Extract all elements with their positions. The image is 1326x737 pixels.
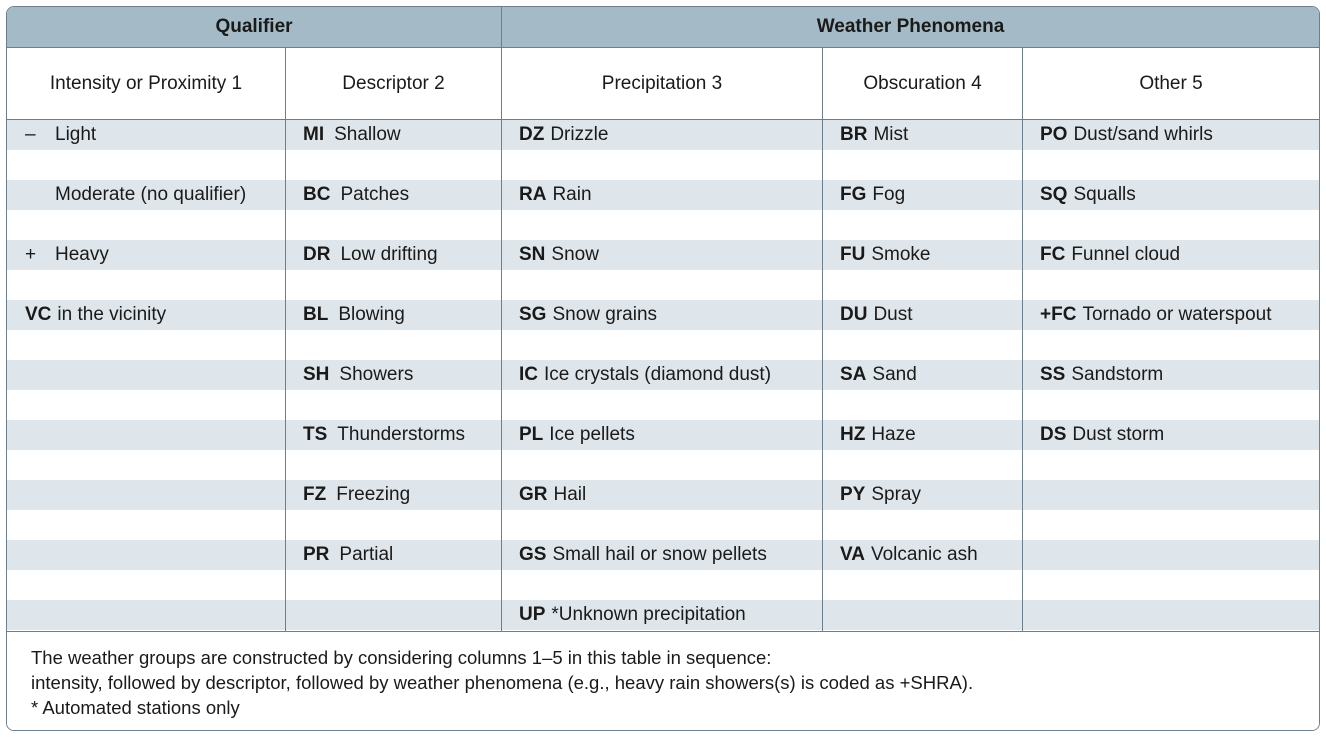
col-header-intensity: Intensity or Proximity 1 bbox=[49, 73, 243, 94]
precipitation-entry bbox=[519, 120, 608, 150]
weather-description: Dust bbox=[873, 304, 913, 325]
descriptor-entry bbox=[303, 300, 405, 330]
header-qualifier: Qualifier bbox=[215, 16, 293, 37]
weather-code: GS bbox=[519, 544, 547, 565]
weather-code: PY bbox=[840, 484, 866, 505]
obscuration-entry bbox=[840, 120, 908, 150]
weather-description: Rain bbox=[552, 184, 592, 205]
weather-description: Heavy bbox=[55, 244, 109, 265]
other-entry bbox=[1040, 360, 1163, 390]
table-row bbox=[7, 270, 1319, 300]
intensity-entry bbox=[25, 240, 109, 270]
intensity-entry bbox=[25, 300, 166, 330]
weather-description: Thunderstorms bbox=[337, 424, 466, 445]
footnote-line-1: The weather groups are constructed by considering columns 1–5 in this table in sequence: bbox=[31, 647, 772, 668]
obscuration-entry bbox=[840, 300, 913, 330]
other-entry bbox=[1040, 300, 1272, 330]
obscuration-entry bbox=[840, 420, 916, 450]
divider-col4 bbox=[1022, 48, 1023, 631]
other-entry bbox=[1040, 240, 1180, 270]
weather-code: DU bbox=[840, 304, 868, 325]
weather-description: Blowing bbox=[338, 304, 405, 325]
weather-code: FC bbox=[1040, 244, 1066, 265]
weather-description: Snow bbox=[551, 244, 599, 265]
weather-code: MI bbox=[303, 124, 325, 145]
table-row bbox=[7, 150, 1319, 180]
weather-description: Ice crystals (diamond dust) bbox=[544, 364, 772, 385]
weather-description: Moderate (no qualifier) bbox=[55, 184, 247, 205]
weather-code: DZ bbox=[519, 124, 545, 145]
weather-code: + bbox=[25, 244, 37, 265]
weather-description: Sand bbox=[872, 364, 917, 385]
intensity-entry bbox=[25, 120, 96, 150]
weather-code: UP bbox=[519, 604, 546, 625]
weather-code: HZ bbox=[840, 424, 866, 445]
weather-description: Spray bbox=[871, 484, 921, 505]
weather-description: Drizzle bbox=[550, 124, 609, 145]
weather-description: Small hail or snow pellets bbox=[552, 544, 767, 565]
descriptor-entry bbox=[303, 240, 438, 270]
table-footnote bbox=[7, 631, 1319, 731]
weather-code: DS bbox=[1040, 424, 1067, 445]
descriptor-entry bbox=[303, 480, 410, 510]
col-header-descriptor: Descriptor 2 bbox=[342, 73, 445, 94]
other-entry bbox=[1040, 120, 1213, 150]
table-row bbox=[7, 330, 1319, 360]
weather-code: SG bbox=[519, 304, 547, 325]
weather-code: SH bbox=[303, 364, 330, 385]
precipitation-entry bbox=[519, 240, 599, 270]
weather-description: Hail bbox=[553, 484, 587, 505]
weather-description: Squalls bbox=[1073, 184, 1136, 205]
footnote-line-2: intensity, followed by descriptor, followed by weather phenomena (e.g., heavy rain showers(s) is coded as +SHRA). bbox=[31, 672, 974, 693]
weather-description: Dust/sand whirls bbox=[1073, 124, 1213, 145]
precipitation-entry bbox=[519, 480, 586, 510]
weather-description: Low drifting bbox=[340, 244, 438, 265]
header-weather-phenomena: Weather Phenomena bbox=[816, 16, 1005, 37]
weather-description: Partial bbox=[339, 544, 394, 565]
weather-code: GR bbox=[519, 484, 548, 505]
other-entry bbox=[1040, 420, 1164, 450]
table-row bbox=[7, 210, 1319, 240]
precipitation-entry bbox=[519, 360, 771, 390]
divider-col3 bbox=[822, 48, 823, 631]
weather-code: – bbox=[25, 124, 36, 145]
header-group-row bbox=[7, 7, 1319, 48]
weather-code: PR bbox=[303, 544, 330, 565]
weather-description: Dust storm bbox=[1072, 424, 1165, 445]
weather-code: SN bbox=[519, 244, 546, 265]
weather-description: Sandstorm bbox=[1071, 364, 1164, 385]
weather-description: Snow grains bbox=[552, 304, 658, 325]
table-row bbox=[7, 570, 1319, 600]
weather-code: TS bbox=[303, 424, 328, 445]
precipitation-entry bbox=[519, 600, 746, 630]
weather-description: Fog bbox=[872, 184, 906, 205]
weather-description: *Unknown precipitation bbox=[551, 604, 746, 625]
weather-code: VA bbox=[840, 544, 865, 565]
weather-code: SA bbox=[840, 364, 867, 385]
weather-code: IC bbox=[519, 364, 538, 385]
intensity-entry bbox=[25, 180, 246, 210]
table-row bbox=[7, 480, 1319, 510]
footnote-line-3: * Automated stations only bbox=[31, 697, 240, 718]
weather-description: in the vicinity bbox=[57, 304, 167, 325]
column-header-row bbox=[7, 48, 1319, 120]
table-row bbox=[7, 510, 1319, 540]
weather-code: PL bbox=[519, 424, 544, 445]
weather-code: BL bbox=[303, 304, 329, 325]
weather-description: Smoke bbox=[871, 244, 931, 265]
weather-code: SS bbox=[1040, 364, 1066, 385]
divider-qualifier-weather bbox=[501, 7, 502, 631]
descriptor-entry bbox=[303, 180, 409, 210]
weather-description: Shallow bbox=[334, 124, 401, 145]
table-row bbox=[7, 390, 1319, 420]
weather-code: FU bbox=[840, 244, 866, 265]
weather-code: BC bbox=[303, 184, 331, 205]
obscuration-entry bbox=[840, 180, 905, 210]
weather-code: SQ bbox=[1040, 184, 1068, 205]
precipitation-entry bbox=[519, 300, 657, 330]
precipitation-entry bbox=[519, 540, 767, 570]
descriptor-entry bbox=[303, 360, 413, 390]
weather-code: VC bbox=[25, 304, 52, 325]
col-header-other: Other 5 bbox=[1139, 73, 1203, 94]
divider-col1 bbox=[285, 48, 286, 631]
weather-description: Light bbox=[55, 124, 97, 145]
weather-code: FG bbox=[840, 184, 867, 205]
obscuration-entry bbox=[840, 480, 921, 510]
weather-description: Tornado or waterspout bbox=[1082, 304, 1272, 325]
obscuration-entry bbox=[840, 360, 917, 390]
weather-code: FZ bbox=[303, 484, 327, 505]
weather-code: BR bbox=[840, 124, 868, 145]
weather-description: Volcanic ash bbox=[870, 544, 978, 565]
weather-description: Patches bbox=[340, 184, 410, 205]
weather-code: DR bbox=[303, 244, 331, 265]
descriptor-entry bbox=[303, 540, 393, 570]
weather-description: Haze bbox=[871, 424, 916, 445]
weather-codes-table bbox=[6, 6, 1320, 731]
weather-description: Freezing bbox=[336, 484, 411, 505]
weather-description: Funnel cloud bbox=[1071, 244, 1181, 265]
col-header-obscuration: Obscuration 4 bbox=[863, 73, 982, 94]
descriptor-entry bbox=[303, 420, 465, 450]
precipitation-entry bbox=[519, 180, 592, 210]
weather-description: Showers bbox=[339, 364, 414, 385]
precipitation-entry bbox=[519, 420, 635, 450]
obscuration-entry bbox=[840, 240, 930, 270]
descriptor-entry bbox=[303, 120, 401, 150]
table-row bbox=[7, 450, 1319, 480]
col-header-precipitation: Precipitation 3 bbox=[601, 73, 723, 94]
weather-description: Mist bbox=[873, 124, 909, 145]
weather-code: +FC bbox=[1040, 304, 1077, 325]
other-entry bbox=[1040, 180, 1136, 210]
weather-code: PO bbox=[1040, 124, 1068, 145]
weather-description: Ice pellets bbox=[549, 424, 635, 445]
obscuration-entry bbox=[840, 540, 978, 570]
weather-code: RA bbox=[519, 184, 547, 205]
